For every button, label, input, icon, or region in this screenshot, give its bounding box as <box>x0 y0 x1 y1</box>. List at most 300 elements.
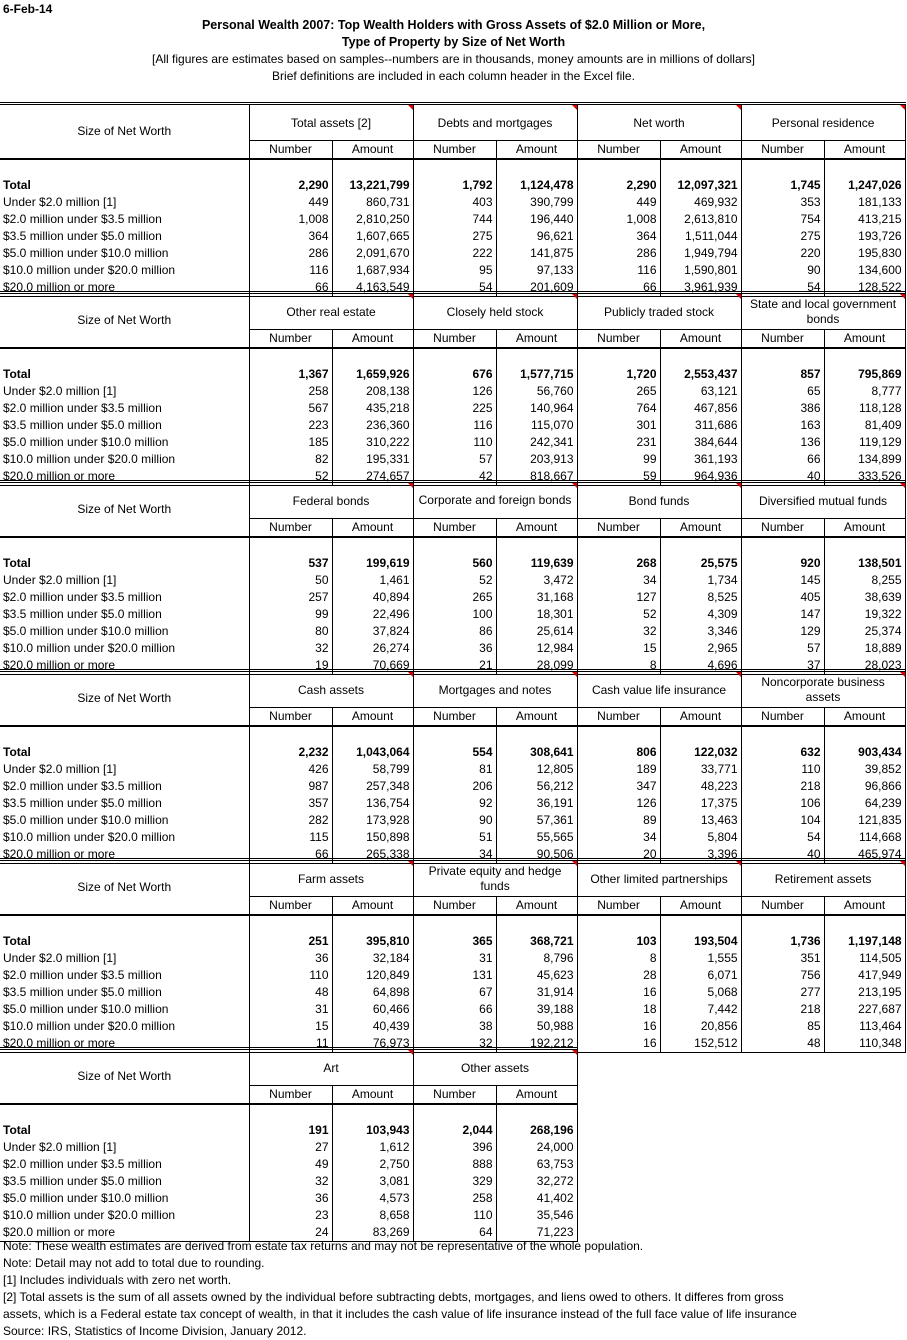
amount-cell: 310,222 <box>332 434 413 451</box>
column-group-header <box>741 671 905 708</box>
number-cell: 426 <box>249 761 332 778</box>
number-cell: 110 <box>413 1207 496 1224</box>
total-row <box>0 366 905 383</box>
amount-cell: 311,686 <box>660 417 741 434</box>
amount-cell: 8,255 <box>824 572 905 589</box>
amount-cell: 1,197,148 <box>824 933 905 950</box>
table-row <box>0 1173 577 1190</box>
amount-column-header: Amount <box>824 897 905 916</box>
number-cell: 1,792 <box>413 177 496 194</box>
spacer-cell <box>413 159 496 177</box>
number-cell: 220 <box>741 245 824 262</box>
amount-cell: 31,168 <box>496 589 577 606</box>
number-column-header: Number <box>577 897 660 916</box>
column-group-title: Federal bonds <box>292 493 370 508</box>
comment-indicator-icon[interactable] <box>736 861 741 866</box>
comment-indicator-icon[interactable] <box>900 861 905 866</box>
amount-cell: 795,869 <box>824 366 905 383</box>
number-cell: 449 <box>577 194 660 211</box>
report-subtitle-line1: [All figures are estimates based on samples--numbers are in thousands, money amounts are in millions of dollars] <box>152 52 755 66</box>
amount-cell: 7,442 <box>660 1001 741 1018</box>
column-group-title: Total assets [2] <box>290 115 372 130</box>
comment-indicator-icon[interactable] <box>572 483 577 488</box>
amount-cell: 268,196 <box>496 1122 577 1139</box>
table-row <box>0 572 905 589</box>
spacer-cell <box>413 348 496 366</box>
comment-indicator-icon[interactable] <box>572 294 577 299</box>
number-cell: 147 <box>741 606 824 623</box>
number-cell: 136 <box>741 434 824 451</box>
amount-cell: 120,849 <box>332 967 413 984</box>
number-cell: 396 <box>413 1139 496 1156</box>
number-cell: 37 <box>741 657 824 675</box>
table-row <box>0 245 905 262</box>
amount-cell: 63,121 <box>660 383 741 400</box>
spacer-row <box>0 726 905 744</box>
number-cell: 920 <box>741 555 824 572</box>
row-label: $10.0 million under $20.0 million <box>3 1208 176 1222</box>
row-label: $20.0 million or more <box>0 468 249 486</box>
table-row <box>0 967 905 984</box>
amount-cell: 40,439 <box>332 1018 413 1035</box>
spacer-cell <box>0 915 249 933</box>
number-cell: 54 <box>741 279 824 297</box>
table-row <box>0 1001 905 1018</box>
spacer-cell <box>249 726 332 744</box>
spacer-cell <box>660 537 741 555</box>
number-cell: 15 <box>249 1018 332 1035</box>
number-cell: 357 <box>249 795 332 812</box>
group-header-row <box>0 104 905 141</box>
amount-cell: 2,750 <box>332 1156 413 1173</box>
amount-cell: 58,799 <box>332 761 413 778</box>
amount-cell: 121,835 <box>824 812 905 829</box>
row-header-label: Size of Net Worth <box>0 104 249 160</box>
comment-indicator-icon[interactable] <box>900 105 905 110</box>
number-cell: 131 <box>413 967 496 984</box>
number-cell: 34 <box>413 846 496 864</box>
spacer-cell <box>496 1104 577 1122</box>
column-group-title: Mortgages and notes <box>438 682 552 697</box>
amount-cell: 467,856 <box>660 400 741 417</box>
table-row <box>0 606 905 623</box>
column-group-header <box>577 293 741 330</box>
amount-cell: 257,348 <box>332 778 413 795</box>
amount-cell: 37,824 <box>332 623 413 640</box>
row-label: $20.0 million or more <box>0 1224 249 1242</box>
amount-column-header: Amount <box>824 519 905 538</box>
group-header-row <box>0 293 905 330</box>
column-group-title: Publicly traded stock <box>603 304 715 319</box>
number-column-header: Number <box>249 141 332 160</box>
spacer-cell <box>413 537 496 555</box>
amount-cell: 22,496 <box>332 606 413 623</box>
group-header-row <box>0 860 905 897</box>
spacer-cell <box>577 159 660 177</box>
number-column-header: Number <box>741 897 824 916</box>
amount-cell: 395,810 <box>332 933 413 950</box>
number-cell: 15 <box>577 640 660 657</box>
table-row <box>0 1207 577 1224</box>
comment-indicator-icon[interactable] <box>736 672 741 677</box>
row-label: Total <box>3 934 31 948</box>
row-label: $20.0 million or more <box>0 279 249 297</box>
number-cell: 20 <box>577 846 660 864</box>
amount-column-header: Amount <box>660 141 741 160</box>
number-column-header: Number <box>741 708 824 727</box>
number-cell: 1,720 <box>577 366 660 383</box>
column-group-header <box>413 104 577 141</box>
amount-cell: 25,614 <box>496 623 577 640</box>
number-cell: 40 <box>741 468 824 486</box>
amount-column-header: Amount <box>496 141 577 160</box>
number-cell: 231 <box>577 434 660 451</box>
amount-cell: 41,402 <box>496 1190 577 1207</box>
number-cell: 36 <box>413 640 496 657</box>
spacer-cell <box>824 159 905 177</box>
amount-cell: 39,188 <box>496 1001 577 1018</box>
spacer-cell <box>0 1104 249 1122</box>
number-cell: 110 <box>249 967 332 984</box>
number-column-header: Number <box>249 330 332 349</box>
spacer-cell <box>824 726 905 744</box>
comment-indicator-icon[interactable] <box>736 294 741 299</box>
comment-indicator-icon[interactable] <box>408 1050 413 1055</box>
amount-cell: 90,506 <box>496 846 577 864</box>
spacer-cell <box>577 915 660 933</box>
number-cell: 8 <box>577 950 660 967</box>
amount-cell: 1,043,064 <box>332 744 413 761</box>
row-label: $5.0 million under $10.0 million <box>3 1002 169 1016</box>
comment-indicator-icon[interactable] <box>408 105 413 110</box>
number-cell: 403 <box>413 194 496 211</box>
amount-cell: 63,753 <box>496 1156 577 1173</box>
row-label: $5.0 million under $10.0 million <box>3 813 169 827</box>
number-cell: 218 <box>741 778 824 795</box>
data-table <box>0 291 906 486</box>
number-cell: 129 <box>741 623 824 640</box>
comment-indicator-icon[interactable] <box>408 294 413 299</box>
number-column-header: Number <box>249 897 332 916</box>
spacer-cell <box>496 726 577 744</box>
table-row <box>0 623 905 640</box>
comment-indicator-icon[interactable] <box>572 1050 577 1055</box>
amount-cell: 4,696 <box>660 657 741 675</box>
footnote: [1] Includes individuals with zero net worth. <box>3 1273 232 1287</box>
amount-cell: 97,133 <box>496 262 577 279</box>
amount-cell: 1,612 <box>332 1139 413 1156</box>
amount-cell: 818,667 <box>496 468 577 486</box>
number-cell: 258 <box>249 383 332 400</box>
spacer-row <box>0 159 905 177</box>
row-label: $2.0 million under $3.5 million <box>3 212 162 226</box>
number-cell: 754 <box>741 211 824 228</box>
number-column-header: Number <box>741 330 824 349</box>
spacer-cell <box>0 726 249 744</box>
number-cell: 8 <box>577 657 660 675</box>
number-cell: 110 <box>413 434 496 451</box>
number-cell: 103 <box>577 933 660 950</box>
number-cell: 66 <box>249 279 332 297</box>
column-group-header <box>741 860 905 897</box>
amount-cell: 38,639 <box>824 589 905 606</box>
amount-cell: 48,223 <box>660 778 741 795</box>
number-cell: 301 <box>577 417 660 434</box>
number-cell: 54 <box>741 829 824 846</box>
amount-cell: 4,163,549 <box>332 279 413 297</box>
number-cell: 116 <box>413 417 496 434</box>
number-cell: 23 <box>249 1207 332 1224</box>
number-cell: 18 <box>577 1001 660 1018</box>
spacer-cell <box>660 159 741 177</box>
spacer-cell <box>577 348 660 366</box>
row-label: $10.0 million under $20.0 million <box>3 830 176 844</box>
table-row <box>0 795 905 812</box>
number-cell: 537 <box>249 555 332 572</box>
total-row <box>0 1122 577 1139</box>
amount-cell: 60,466 <box>332 1001 413 1018</box>
row-label: $5.0 million under $10.0 million <box>3 246 169 260</box>
amount-cell: 24,000 <box>496 1139 577 1156</box>
spacer-cell <box>741 726 824 744</box>
amount-cell: 17,375 <box>660 795 741 812</box>
number-column-header: Number <box>413 519 496 538</box>
spacer-row <box>0 1104 577 1122</box>
amount-cell: 469,932 <box>660 194 741 211</box>
number-cell: 64 <box>413 1224 496 1242</box>
amount-cell: 33,771 <box>660 761 741 778</box>
number-column-header: Number <box>577 141 660 160</box>
number-column-header: Number <box>577 708 660 727</box>
comment-indicator-icon[interactable] <box>900 294 905 299</box>
amount-cell: 4,573 <box>332 1190 413 1207</box>
number-column-header: Number <box>249 708 332 727</box>
amount-column-header: Amount <box>660 519 741 538</box>
spacer-cell <box>249 537 332 555</box>
number-cell: 632 <box>741 744 824 761</box>
column-group-title: Corporate and foreign bonds <box>418 493 572 507</box>
number-cell: 50 <box>249 572 332 589</box>
group-header-row <box>0 482 905 519</box>
number-column-header: Number <box>577 330 660 349</box>
comment-indicator-icon[interactable] <box>900 672 905 677</box>
amount-cell: 140,964 <box>496 400 577 417</box>
row-label: $2.0 million under $3.5 million <box>3 401 162 415</box>
table-block <box>0 1047 578 1242</box>
amount-cell: 413,215 <box>824 211 905 228</box>
spacer-cell <box>660 348 741 366</box>
comment-indicator-icon[interactable] <box>408 483 413 488</box>
amount-cell: 39,852 <box>824 761 905 778</box>
comment-indicator-icon[interactable] <box>572 105 577 110</box>
number-cell: 16 <box>577 1035 660 1053</box>
total-row <box>0 744 905 761</box>
number-cell: 567 <box>249 400 332 417</box>
number-column-header: Number <box>741 141 824 160</box>
amount-cell: 76,973 <box>332 1035 413 1053</box>
amount-column-header: Amount <box>332 897 413 916</box>
number-cell: 449 <box>249 194 332 211</box>
number-cell: 365 <box>413 933 496 950</box>
spacer-cell <box>824 537 905 555</box>
spacer-cell <box>741 537 824 555</box>
table-row <box>0 640 905 657</box>
amount-cell: 28,099 <box>496 657 577 675</box>
row-label: $3.5 million under $5.0 million <box>3 1174 162 1188</box>
number-cell: 554 <box>413 744 496 761</box>
table-row <box>0 589 905 606</box>
row-label: Under $2.0 million [1] <box>3 1140 117 1154</box>
amount-cell: 465,974 <box>824 846 905 864</box>
amount-cell: 1,687,934 <box>332 262 413 279</box>
number-cell: 560 <box>413 555 496 572</box>
spacer-cell <box>660 915 741 933</box>
number-cell: 65 <box>741 383 824 400</box>
column-group-title: Other limited partnerships <box>590 871 728 886</box>
number-cell: 756 <box>741 967 824 984</box>
row-label: Total <box>3 745 31 759</box>
spacer-cell <box>577 537 660 555</box>
comment-indicator-icon[interactable] <box>572 672 577 677</box>
group-header-row <box>0 1049 577 1086</box>
number-column-header: Number <box>741 519 824 538</box>
amount-column-header: Amount <box>824 708 905 727</box>
footnote: [2] Total assets is the sum of all assets owned by the individual before subtracting debts, mortgages, and liens owed to others. It differes from gross <box>3 1290 784 1304</box>
number-cell: 386 <box>741 400 824 417</box>
number-cell: 31 <box>249 1001 332 1018</box>
number-column-header: Number <box>413 1086 496 1105</box>
row-label: $3.5 million under $5.0 million <box>3 418 162 432</box>
number-cell: 277 <box>741 984 824 1001</box>
amount-cell: 181,133 <box>824 194 905 211</box>
row-label: $3.5 million under $5.0 million <box>3 985 162 999</box>
number-cell: 49 <box>249 1156 332 1173</box>
row-label: $5.0 million under $10.0 million <box>3 1191 169 1205</box>
row-label: $3.5 million under $5.0 million <box>3 607 162 621</box>
number-cell: 116 <box>249 262 332 279</box>
spacer-cell <box>413 1104 496 1122</box>
amount-cell: 8,796 <box>496 950 577 967</box>
comment-indicator-icon[interactable] <box>736 105 741 110</box>
amount-cell: 417,949 <box>824 967 905 984</box>
number-cell: 19 <box>249 657 332 675</box>
number-cell: 2,044 <box>413 1122 496 1139</box>
total-row <box>0 555 905 572</box>
column-group-header <box>741 293 905 330</box>
number-cell: 1,367 <box>249 366 332 383</box>
row-label: $10.0 million under $20.0 million <box>3 452 176 466</box>
column-group-title: Diversified mutual funds <box>758 493 888 508</box>
row-label: Under $2.0 million [1] <box>3 762 117 776</box>
column-group-title: Other real estate <box>286 304 376 319</box>
number-cell: 86 <box>413 623 496 640</box>
amount-cell: 1,734 <box>660 572 741 589</box>
column-group-header <box>249 482 413 519</box>
row-label: $10.0 million under $20.0 million <box>3 263 176 277</box>
spacer-cell <box>249 1104 332 1122</box>
number-cell: 28 <box>577 967 660 984</box>
footnote: Source: IRS, Statistics of Income Division, January 2012. <box>3 1324 307 1338</box>
amount-column-header: Amount <box>496 519 577 538</box>
number-column-header: Number <box>577 519 660 538</box>
comment-indicator-icon[interactable] <box>736 483 741 488</box>
comment-indicator-icon[interactable] <box>408 672 413 677</box>
amount-cell: 119,129 <box>824 434 905 451</box>
table-row <box>0 417 905 434</box>
table-row <box>0 829 905 846</box>
row-header-label: Size of Net Worth <box>0 860 249 916</box>
number-cell: 888 <box>413 1156 496 1173</box>
column-group-title: Farm assets <box>298 871 365 886</box>
amount-cell: 193,504 <box>660 933 741 950</box>
number-cell: 95 <box>413 262 496 279</box>
number-cell: 251 <box>249 933 332 950</box>
amount-cell: 227,687 <box>824 1001 905 1018</box>
row-label: $3.5 million under $5.0 million <box>3 229 162 243</box>
data-table <box>0 102 906 297</box>
comment-indicator-icon[interactable] <box>408 861 413 866</box>
number-cell: 806 <box>577 744 660 761</box>
amount-cell: 8,658 <box>332 1207 413 1224</box>
amount-cell: 2,810,250 <box>332 211 413 228</box>
number-cell: 66 <box>413 1001 496 1018</box>
number-cell: 347 <box>577 778 660 795</box>
number-cell: 987 <box>249 778 332 795</box>
amount-cell: 6,071 <box>660 967 741 984</box>
amount-cell: 1,590,801 <box>660 262 741 279</box>
number-cell: 48 <box>741 1035 824 1053</box>
amount-cell: 2,965 <box>660 640 741 657</box>
number-cell: 163 <box>741 417 824 434</box>
amount-cell: 192,212 <box>496 1035 577 1053</box>
number-cell: 32 <box>413 1035 496 1053</box>
amount-cell: 113,464 <box>824 1018 905 1035</box>
amount-cell: 236,360 <box>332 417 413 434</box>
amount-cell: 32,184 <box>332 950 413 967</box>
row-header-label: Size of Net Worth <box>0 482 249 538</box>
comment-indicator-icon[interactable] <box>572 861 577 866</box>
total-row <box>0 933 905 950</box>
number-cell: 275 <box>741 228 824 245</box>
spacer-cell <box>332 159 413 177</box>
amount-cell: 36,191 <box>496 795 577 812</box>
table-block <box>0 102 906 297</box>
row-label: Total <box>3 1123 31 1137</box>
number-cell: 100 <box>413 606 496 623</box>
report-title-line1: Personal Wealth 2007: Top Wealth Holders with Gross Assets of $2.0 Million or More, <box>201 18 706 32</box>
amount-cell: 115,070 <box>496 417 577 434</box>
amount-column-header: Amount <box>332 1086 413 1105</box>
spacer-cell <box>332 915 413 933</box>
number-cell: 82 <box>249 451 332 468</box>
amount-cell: 213,195 <box>824 984 905 1001</box>
comment-indicator-icon[interactable] <box>900 483 905 488</box>
row-label: $20.0 million or more <box>0 1035 249 1053</box>
amount-cell: 50,988 <box>496 1018 577 1035</box>
amount-cell: 5,068 <box>660 984 741 1001</box>
number-cell: 34 <box>577 829 660 846</box>
number-cell: 32 <box>249 1173 332 1190</box>
amount-cell: 56,212 <box>496 778 577 795</box>
amount-column-header: Amount <box>332 330 413 349</box>
number-cell: 106 <box>741 795 824 812</box>
number-cell: 857 <box>741 366 824 383</box>
footnote: Note: Detail may not add to total due to rounding. <box>3 1256 265 1270</box>
column-group-title: Other assets <box>460 1060 530 1075</box>
table-row <box>0 778 905 795</box>
row-label: Total <box>3 178 31 192</box>
row-label: $20.0 million or more <box>0 846 249 864</box>
